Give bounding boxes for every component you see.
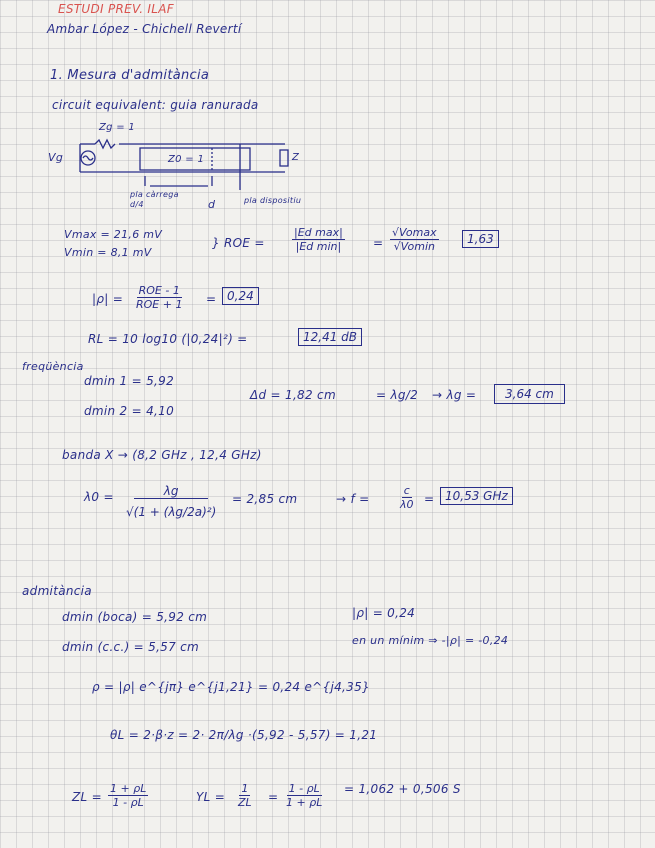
lambda0-denominator: √(1 + (λg/2a)²) [126, 505, 217, 519]
circuit-device-plane-label: pla dispositiu [244, 196, 302, 205]
zl-denominator: 1 - ρL [112, 796, 144, 809]
frequency-fraction [398, 484, 416, 511]
dmin-load-value: dmin (boca) = 5,92 cm [62, 610, 208, 624]
rho-phase-expression: ρ = |ρ| e^{jπ} e^{j1,21} = 0,24 e^{j4,35} [92, 680, 370, 694]
theta-load-expression: θL = 2·β·z = 2· 2π/λg ·(5,92 - 5,57) = 1,21 [110, 728, 378, 742]
rho-equals: = [206, 292, 217, 306]
yl-inverse-numerator: 1 [241, 782, 249, 795]
lambda0-fraction [124, 484, 218, 519]
yl-label: YL = [196, 790, 226, 804]
rho-result-box: 0,24 [222, 287, 259, 305]
frequency-equals: = [424, 492, 435, 506]
frequency-result-box: 10,53 GHz [440, 487, 513, 505]
return-loss-result-box: 12,41 dB [298, 328, 362, 346]
circuit-zg-label: Zg = 1 [99, 122, 136, 133]
yl-inverse-fraction [236, 782, 254, 809]
lambda0-label: λ0 = [84, 490, 114, 504]
yl-inverse-denominator: ZL [238, 796, 252, 809]
rho-at-minimum: en un mínim ⇒ -|ρ| = -0,24 [352, 634, 509, 647]
dmin-short-value: dmin (c.c.) = 5,57 cm [62, 640, 200, 654]
yl-rho-fraction [284, 782, 324, 809]
roe-voltage-fraction [390, 226, 439, 253]
load-impedance-icon [280, 150, 288, 166]
return-loss-expression: RL = 10 log10 (|0,24|²) = [88, 332, 248, 346]
frequency-numerator: c [403, 484, 410, 497]
roe-label: } ROE = [212, 236, 265, 250]
roe-field-numerator: |Ed max| [294, 226, 343, 239]
circuit-subheading: circuit equivalent: guia ranurada [52, 98, 259, 112]
rho-magnitude-value: |ρ| = 0,24 [352, 606, 416, 620]
vmin-value: Vmin = 8,1 mV [64, 246, 152, 259]
frequency-label: → f = [336, 492, 370, 506]
rho-denominator: ROE + 1 [136, 298, 183, 311]
circuit-z0-label: Z0 = 1 [168, 154, 205, 165]
half-guide-wavelength: = λg/2 [376, 388, 419, 402]
resistor-zg-icon [95, 140, 115, 148]
frequency-denominator: λ0 [400, 498, 414, 511]
section-heading-frequency: freqüència [22, 360, 84, 373]
authors-line: Ambar López - Chichell Revertí [47, 22, 242, 36]
rho-label: |ρ| = [92, 292, 124, 306]
circuit-load-label: Z [292, 152, 300, 163]
dmin2-value: dmin 2 = 4,10 [84, 404, 174, 418]
yl-equals: = [268, 790, 279, 804]
section-heading-admittance-measure: 1. Mesura d'admitància [50, 68, 210, 83]
guide-wavelength-result-box: 3,64 cm [494, 384, 565, 404]
page-header-title: ESTUDI PREV. ILAF [58, 2, 174, 16]
yl-result: = 1,062 + 0,506 S [344, 782, 461, 796]
roe-voltage-denominator: √Vomin [393, 240, 435, 253]
zl-numerator: 1 + ρL [110, 782, 147, 795]
circuit-load-plane-label: pla càrrega d/4 [130, 190, 179, 209]
roe-equals: = [373, 236, 384, 250]
guide-wavelength-arrow: → λg = [432, 388, 477, 402]
circuit-vg-label: Vg [48, 151, 64, 164]
lambda0-value: = 2,85 cm [232, 492, 298, 506]
delta-d-value: Δd = 1,82 cm [250, 388, 336, 402]
vmax-value: Vmax = 21,6 mV [64, 228, 163, 241]
yl-rho-numerator: 1 - ρL [288, 782, 320, 795]
roe-field-fraction [292, 226, 345, 253]
rho-fraction [134, 284, 184, 311]
dmin1-value: dmin 1 = 5,92 [84, 374, 174, 388]
circuit-distance-label: d [208, 198, 216, 211]
zl-fraction [108, 782, 148, 809]
rho-numerator: ROE - 1 [138, 284, 180, 297]
zl-label: ZL = [72, 790, 102, 804]
x-band-range: banda X → (8,2 GHz , 12,4 GHz) [62, 448, 262, 462]
roe-field-denominator: |Ed min| [295, 240, 342, 253]
yl-rho-denominator: 1 + ρL [286, 796, 323, 809]
roe-voltage-numerator: √Vomax [392, 226, 437, 239]
section-heading-admittance: admitància [22, 584, 92, 598]
lambda0-numerator: λg [134, 484, 209, 499]
roe-result-box: 1,63 [462, 230, 499, 248]
